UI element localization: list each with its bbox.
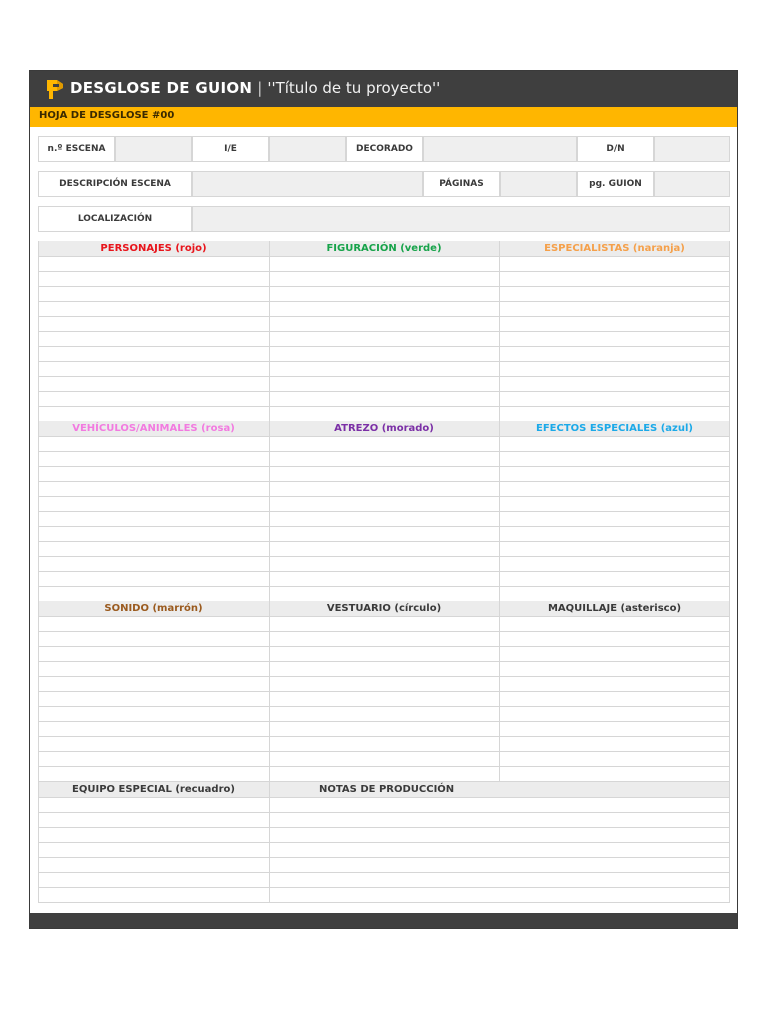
makeup-entry-row[interactable]: [500, 617, 729, 631]
stunts-entry-row[interactable]: [500, 287, 729, 301]
special-equipment-entry-row[interactable]: [39, 858, 268, 872]
special-equipment-entry-row[interactable]: [39, 798, 268, 812]
stunts-entry-row[interactable]: [500, 332, 729, 346]
special-effects-entry-row[interactable]: [500, 452, 729, 466]
grid-column-line: [729, 601, 730, 781]
special-equipment-entry-row[interactable]: [39, 873, 268, 887]
scene-number-field[interactable]: [115, 136, 192, 162]
grid-column-line: [729, 782, 730, 902]
section-header-characters: PERSONAJES (rojo): [38, 241, 269, 256]
stunts-entry-row[interactable]: [500, 257, 729, 271]
set-label: DECORADO: [346, 136, 423, 162]
wardrobe-entry-row[interactable]: [270, 752, 498, 766]
section-header-special-effects: EFECTOS ESPECIALES (azul): [499, 421, 730, 436]
stunts-entry-row[interactable]: [500, 392, 729, 406]
extras-entry-row[interactable]: [270, 317, 498, 331]
vehicles-animals-entry-row[interactable]: [39, 557, 268, 571]
breakdown-sheet: [29, 70, 738, 929]
characters-entry-row[interactable]: [39, 407, 268, 421]
title-bar: [30, 71, 737, 107]
sound-entry-row[interactable]: [39, 737, 268, 751]
props-entry-row[interactable]: [270, 587, 498, 601]
wardrobe-entry-row[interactable]: [270, 737, 498, 751]
grid-column-line: [729, 421, 730, 601]
makeup-entry-row[interactable]: [500, 752, 729, 766]
characters-entry-row[interactable]: [39, 257, 268, 271]
sound-entry-row[interactable]: [39, 677, 268, 691]
extras-entry-row[interactable]: [270, 377, 498, 391]
makeup-entry-row[interactable]: [500, 707, 729, 721]
props-entry-row[interactable]: [270, 437, 498, 451]
section-header-stunts: ESPECIALISTAS (naranja): [499, 241, 730, 256]
wardrobe-entry-row[interactable]: [270, 722, 498, 736]
grid-row-line: [38, 902, 730, 903]
special-effects-entry-row[interactable]: [500, 512, 729, 526]
pages-label: PÁGINAS: [423, 171, 500, 197]
production-notes-entry-row[interactable]: [270, 813, 729, 827]
wardrobe-entry-row[interactable]: [270, 692, 498, 706]
set-field[interactable]: [423, 136, 577, 162]
props-entry-row[interactable]: [270, 482, 498, 496]
stunts-entry-row[interactable]: [500, 272, 729, 286]
stunts-entry-row[interactable]: [500, 362, 729, 376]
script-page-field[interactable]: [654, 171, 730, 197]
special-effects-entry-row[interactable]: [500, 542, 729, 556]
production-notes-entry-row[interactable]: [270, 843, 729, 857]
special-effects-entry-row[interactable]: [500, 437, 729, 451]
special-effects-entry-row[interactable]: [500, 467, 729, 481]
vehicles-animals-entry-row[interactable]: [39, 572, 268, 586]
day-night-field[interactable]: [654, 136, 730, 162]
vehicles-animals-entry-row[interactable]: [39, 497, 268, 511]
extras-entry-row[interactable]: [270, 347, 498, 361]
grid-column-line: [729, 241, 730, 421]
props-entry-row[interactable]: [270, 497, 498, 511]
pages-field[interactable]: [500, 171, 577, 197]
production-notes-entry-row[interactable]: [270, 798, 729, 812]
characters-entry-row[interactable]: [39, 302, 268, 316]
makeup-entry-row[interactable]: [500, 647, 729, 661]
characters-entry-row[interactable]: [39, 317, 268, 331]
stunts-entry-row[interactable]: [500, 407, 729, 421]
section-header-sound: SONIDO (marrón): [38, 601, 269, 616]
sound-entry-row[interactable]: [39, 707, 268, 721]
props-entry-row[interactable]: [270, 557, 498, 571]
extras-entry-row[interactable]: [270, 392, 498, 406]
section-header-wardrobe: VESTUARIO (círculo): [269, 601, 499, 616]
makeup-entry-row[interactable]: [500, 737, 729, 751]
characters-entry-row[interactable]: [39, 332, 268, 346]
special-effects-entry-row[interactable]: [500, 482, 729, 496]
location-field[interactable]: [192, 206, 730, 232]
sheet-number-label: HOJA DE DESGLOSE #00: [39, 110, 175, 121]
title-separator: |: [257, 79, 263, 97]
sound-entry-row[interactable]: [39, 647, 268, 661]
makeup-entry-row[interactable]: [500, 767, 729, 781]
day-night-label: D/N: [577, 136, 654, 162]
characters-entry-row[interactable]: [39, 272, 268, 286]
characters-entry-row[interactable]: [39, 347, 268, 361]
vehicles-animals-entry-row[interactable]: [39, 437, 268, 451]
section-header-production-notes: NOTAS DE PRODUCCIÓN: [269, 782, 730, 797]
sound-entry-row[interactable]: [39, 722, 268, 736]
sound-entry-row[interactable]: [39, 752, 268, 766]
props-entry-row[interactable]: [270, 542, 498, 556]
vehicles-animals-entry-row[interactable]: [39, 587, 268, 601]
section-header-extras: FIGURACIÓN (verde): [269, 241, 499, 256]
props-entry-row[interactable]: [270, 512, 498, 526]
makeup-entry-row[interactable]: [500, 632, 729, 646]
characters-entry-row[interactable]: [39, 392, 268, 406]
makeup-entry-row[interactable]: [500, 662, 729, 676]
sound-entry-row[interactable]: [39, 767, 268, 781]
stunts-entry-row[interactable]: [500, 347, 729, 361]
props-entry-row[interactable]: [270, 572, 498, 586]
special-effects-entry-row[interactable]: [500, 557, 729, 571]
extras-entry-row[interactable]: [270, 257, 498, 271]
wardrobe-entry-row[interactable]: [270, 662, 498, 676]
scene-description-label: DESCRIPCIÓN ESCENA: [38, 171, 192, 197]
wardrobe-entry-row[interactable]: [270, 677, 498, 691]
clapperboard-logo-icon: [44, 78, 66, 102]
vehicles-animals-entry-row[interactable]: [39, 527, 268, 541]
extras-entry-row[interactable]: [270, 287, 498, 301]
makeup-entry-row[interactable]: [500, 722, 729, 736]
footer-bar: [30, 913, 737, 928]
extras-entry-row[interactable]: [270, 272, 498, 286]
section-header-props: ATREZO (morado): [269, 421, 499, 436]
scene-description-field[interactable]: [192, 171, 423, 197]
characters-entry-row[interactable]: [39, 377, 268, 391]
production-notes-entry-row[interactable]: [270, 873, 729, 887]
project-title: ''Título de tu proyecto'': [267, 79, 441, 97]
sound-entry-row[interactable]: [39, 692, 268, 706]
page-title: [70, 79, 440, 97]
vehicles-animals-entry-row[interactable]: [39, 512, 268, 526]
stunts-entry-row[interactable]: [500, 317, 729, 331]
special-effects-entry-row[interactable]: [500, 497, 729, 511]
special-effects-entry-row[interactable]: [500, 587, 729, 601]
characters-entry-row[interactable]: [39, 362, 268, 376]
extras-entry-row[interactable]: [270, 302, 498, 316]
special-equipment-entry-row[interactable]: [39, 888, 268, 902]
vehicles-animals-entry-row[interactable]: [39, 542, 268, 556]
production-notes-entry-row[interactable]: [270, 858, 729, 872]
makeup-entry-row[interactable]: [500, 692, 729, 706]
production-notes-entry-row[interactable]: [270, 828, 729, 842]
special-equipment-entry-row[interactable]: [39, 843, 268, 857]
int-ext-label: I/E: [192, 136, 269, 162]
sound-entry-row[interactable]: [39, 662, 268, 676]
vehicles-animals-entry-row[interactable]: [39, 452, 268, 466]
production-notes-entry-row[interactable]: [270, 888, 729, 902]
section-header-makeup: MAQUILLAJE (asterisco): [499, 601, 730, 616]
characters-entry-row[interactable]: [39, 287, 268, 301]
wardrobe-entry-row[interactable]: [270, 632, 498, 646]
int-ext-field[interactable]: [269, 136, 346, 162]
section-header-vehicles-animals: VEHÍCULOS/ANIMALES (rosa): [38, 421, 269, 436]
scene-number-label: n.º ESCENA: [38, 136, 115, 162]
props-entry-row[interactable]: [270, 527, 498, 541]
script-page-label: pg. GUION: [577, 171, 654, 197]
vehicles-animals-entry-row[interactable]: [39, 482, 268, 496]
document-title: DESGLOSE DE GUION: [70, 79, 253, 97]
wardrobe-entry-row[interactable]: [270, 707, 498, 721]
wardrobe-entry-row[interactable]: [270, 647, 498, 661]
makeup-entry-row[interactable]: [500, 677, 729, 691]
special-equipment-entry-row[interactable]: [39, 828, 268, 842]
special-effects-entry-row[interactable]: [500, 527, 729, 541]
extras-entry-row[interactable]: [270, 332, 498, 346]
extras-entry-row[interactable]: [270, 407, 498, 421]
wardrobe-entry-row[interactable]: [270, 617, 498, 631]
stunts-entry-row[interactable]: [500, 377, 729, 391]
props-entry-row[interactable]: [270, 467, 498, 481]
extras-entry-row[interactable]: [270, 362, 498, 376]
sheet-number-bar: [30, 107, 737, 127]
sound-entry-row[interactable]: [39, 617, 268, 631]
sound-entry-row[interactable]: [39, 632, 268, 646]
stunts-entry-row[interactable]: [500, 302, 729, 316]
special-effects-entry-row[interactable]: [500, 572, 729, 586]
section-header-special-equipment: EQUIPO ESPECIAL (recuadro): [38, 782, 269, 797]
props-entry-row[interactable]: [270, 452, 498, 466]
special-equipment-entry-row[interactable]: [39, 813, 268, 827]
wardrobe-entry-row[interactable]: [270, 767, 498, 781]
location-label: LOCALIZACIÓN: [38, 206, 192, 232]
vehicles-animals-entry-row[interactable]: [39, 467, 268, 481]
